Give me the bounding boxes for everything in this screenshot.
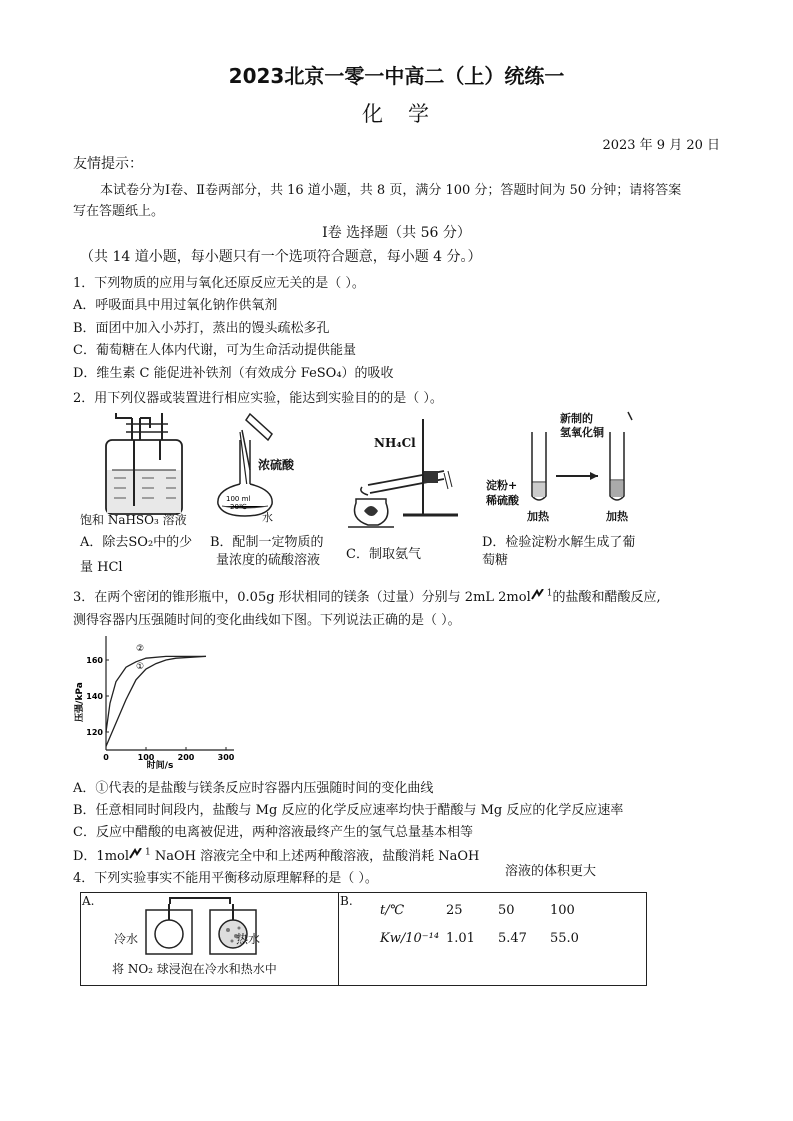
q4-t-value: 50	[498, 902, 515, 918]
chart-series-line	[106, 656, 206, 732]
q2-option-a-line-1: A．除去SO₂中的少	[80, 535, 193, 550]
q2-figure-c	[348, 415, 478, 533]
q2-fig-c-label: NH₄Cl	[374, 436, 416, 450]
q2-option-b-line-1: B．配制一定物质的	[210, 535, 324, 550]
q3-option-d-mid: NaOH 溶液完全中和上述两种酸溶液，盐酸消耗 NaOH	[154, 849, 480, 864]
chart-series-line	[106, 656, 206, 746]
unit-glyph-icon	[129, 848, 145, 864]
q1-option-c: C．葡萄糖在人体内代谢，可为生命活动提供能量	[73, 343, 356, 358]
chart-ylabel: 压强/kPa	[75, 682, 85, 722]
q3-option-d	[73, 845, 479, 864]
q4-cold-water: 冷水	[114, 932, 139, 946]
q2-option-d-line-1: D．检验淀粉水解生成了葡	[482, 535, 636, 550]
q2-option-b-line-2: 量浓度的硫酸溶液	[216, 553, 321, 568]
chart-y-tick-label: 140	[86, 692, 103, 701]
q3-option-d-pre: D．1mol	[73, 849, 130, 864]
q2-fig-d-reagent-1: 新制的	[560, 412, 593, 425]
q3-option-a: A．①代表的是盐酸与镁条反应时容器内压强随时间的变化曲线	[73, 781, 434, 796]
q4-t-value: 25	[446, 902, 463, 918]
q1-option-b: B．面团中加入小苏打，蒸出的馒头疏松多孔	[73, 321, 330, 336]
q3-stem-main: 3．在两个密闭的锥形瓶中，0.05g 形状相同的镁条（过量）分别与 2mL 2mol	[73, 590, 531, 605]
q4-stem: 4．下列实验事实不能用平衡移动原理解释的是（ ）。	[73, 871, 378, 886]
q4-b-label: B.	[340, 894, 353, 908]
q4-a-label: A.	[82, 894, 95, 908]
unit-glyph-icon	[531, 589, 547, 605]
q4-k-header: Kw/10⁻¹⁴	[380, 930, 440, 946]
q4-figure-a	[140, 896, 270, 956]
q1-stem: 1．下列物质的应用与氧化还原反应无关的是（ ）。	[73, 276, 365, 291]
q2-option-a-line-2: 量 HCl	[80, 560, 123, 575]
subject-title: 化 学	[362, 102, 431, 126]
q2-option-c: C．制取氨气	[346, 547, 421, 562]
q4-k-value: 1.01	[446, 930, 475, 946]
q4-a-caption: 将 NO₂ 球浸泡在冷水和热水中	[112, 962, 277, 976]
q1-option-d: D．维生素 C 能促进补铁剂（有效成分 FeSO₄）的吸收	[73, 366, 394, 381]
q3-pressure-chart	[70, 632, 250, 772]
chart-x-tick-label: 100	[137, 753, 155, 762]
section-instruction: （共 14 道小题，每小题只有一个选项符合题意，每小题 4 分。）	[80, 249, 482, 265]
notice-line-1: 本试卷分为Ⅰ卷、Ⅱ卷两部分，共 16 道小题，共 8 页，满分 100 分；答题时间为 50 分钟；请将答案	[100, 183, 682, 198]
q3-option-c: C．反应中醋酸的电离被促进，两种溶液最终产生的氢气总量基本相等	[73, 825, 473, 840]
svg-text:20℃: 20℃	[230, 503, 247, 511]
chart-y-tick-label: 120	[86, 728, 103, 737]
q2-fig-d-heat-1: 加热	[527, 510, 549, 523]
q4-kw-table	[380, 896, 602, 952]
chart-y-tick-label: 160	[86, 656, 103, 665]
q3-option-d-tail: 溶液的体积更大	[505, 864, 597, 879]
chart-series-label: ②	[136, 644, 145, 654]
q4-k-value: 5.47	[498, 930, 527, 946]
q4-hot-water: 热水	[236, 932, 261, 946]
q4-k-value: 55.0	[550, 930, 579, 946]
section-title: Ⅰ卷 选择题（共 56 分）	[322, 225, 471, 241]
q2-fig-b-water: 水	[262, 511, 273, 524]
chart-x-tick-label: 0	[103, 753, 109, 762]
q2-fig-b-acid: 浓硫酸	[258, 458, 295, 472]
q3-option-b: B．任意相同时间段内，盐酸与 Mg 反应的化学反应速率均快于醋酸与 Mg 反应的化学反应速率	[73, 803, 624, 818]
q3-stem-line-2: 测得容器内压强随时间的变化曲线如下图。下列说法正确的是（ ）。	[73, 613, 461, 628]
q2-fig-d-left-1: 淀粉+	[486, 479, 518, 492]
q2-fig-d-heat-2: 加热	[606, 510, 628, 523]
q4-t-value: 100	[550, 902, 575, 918]
unit-exp: 1	[546, 588, 553, 599]
chart-xlabel: 时间/s	[146, 761, 174, 771]
q1-option-a: A．呼吸面具中用过氧化钠作供氧剂	[73, 298, 278, 313]
q2-option-d-line-2: 萄糖	[482, 553, 509, 568]
q3-stem-line-1	[73, 586, 661, 605]
chart-series-label: ①	[136, 662, 145, 672]
chart-x-tick-label: 300	[217, 753, 235, 762]
q2-fig-d-reagent-2: 氢氧化铜	[560, 426, 604, 439]
notice-line-2: 写在答题纸上。	[73, 204, 165, 219]
notice-label: 友情提示：	[73, 156, 143, 172]
q4-t-header: t/℃	[380, 902, 405, 918]
q4-table-divider	[338, 892, 339, 986]
svg-text:100 ml: 100 ml	[226, 495, 251, 503]
q2-stem: 2．用下列仪器或装置进行相应实验，能达到实验目的的是（ ）。	[73, 391, 443, 406]
exam-title: 2023北京一零一中高二（上）统练一	[228, 64, 565, 88]
q2-fig-a-label: 饱和 NaHSO₃ 溶液	[80, 513, 187, 527]
exam-date: 2023 年 9 月 20 日	[602, 138, 720, 153]
q2-figure-d	[528, 410, 638, 510]
q3-stem-tail: 的盐酸和醋酸反应,	[552, 590, 661, 605]
chart-x-tick-label: 200	[177, 753, 195, 762]
q2-fig-d-left-2: 稀硫酸	[486, 494, 519, 507]
unit-exp: 1	[145, 847, 151, 858]
